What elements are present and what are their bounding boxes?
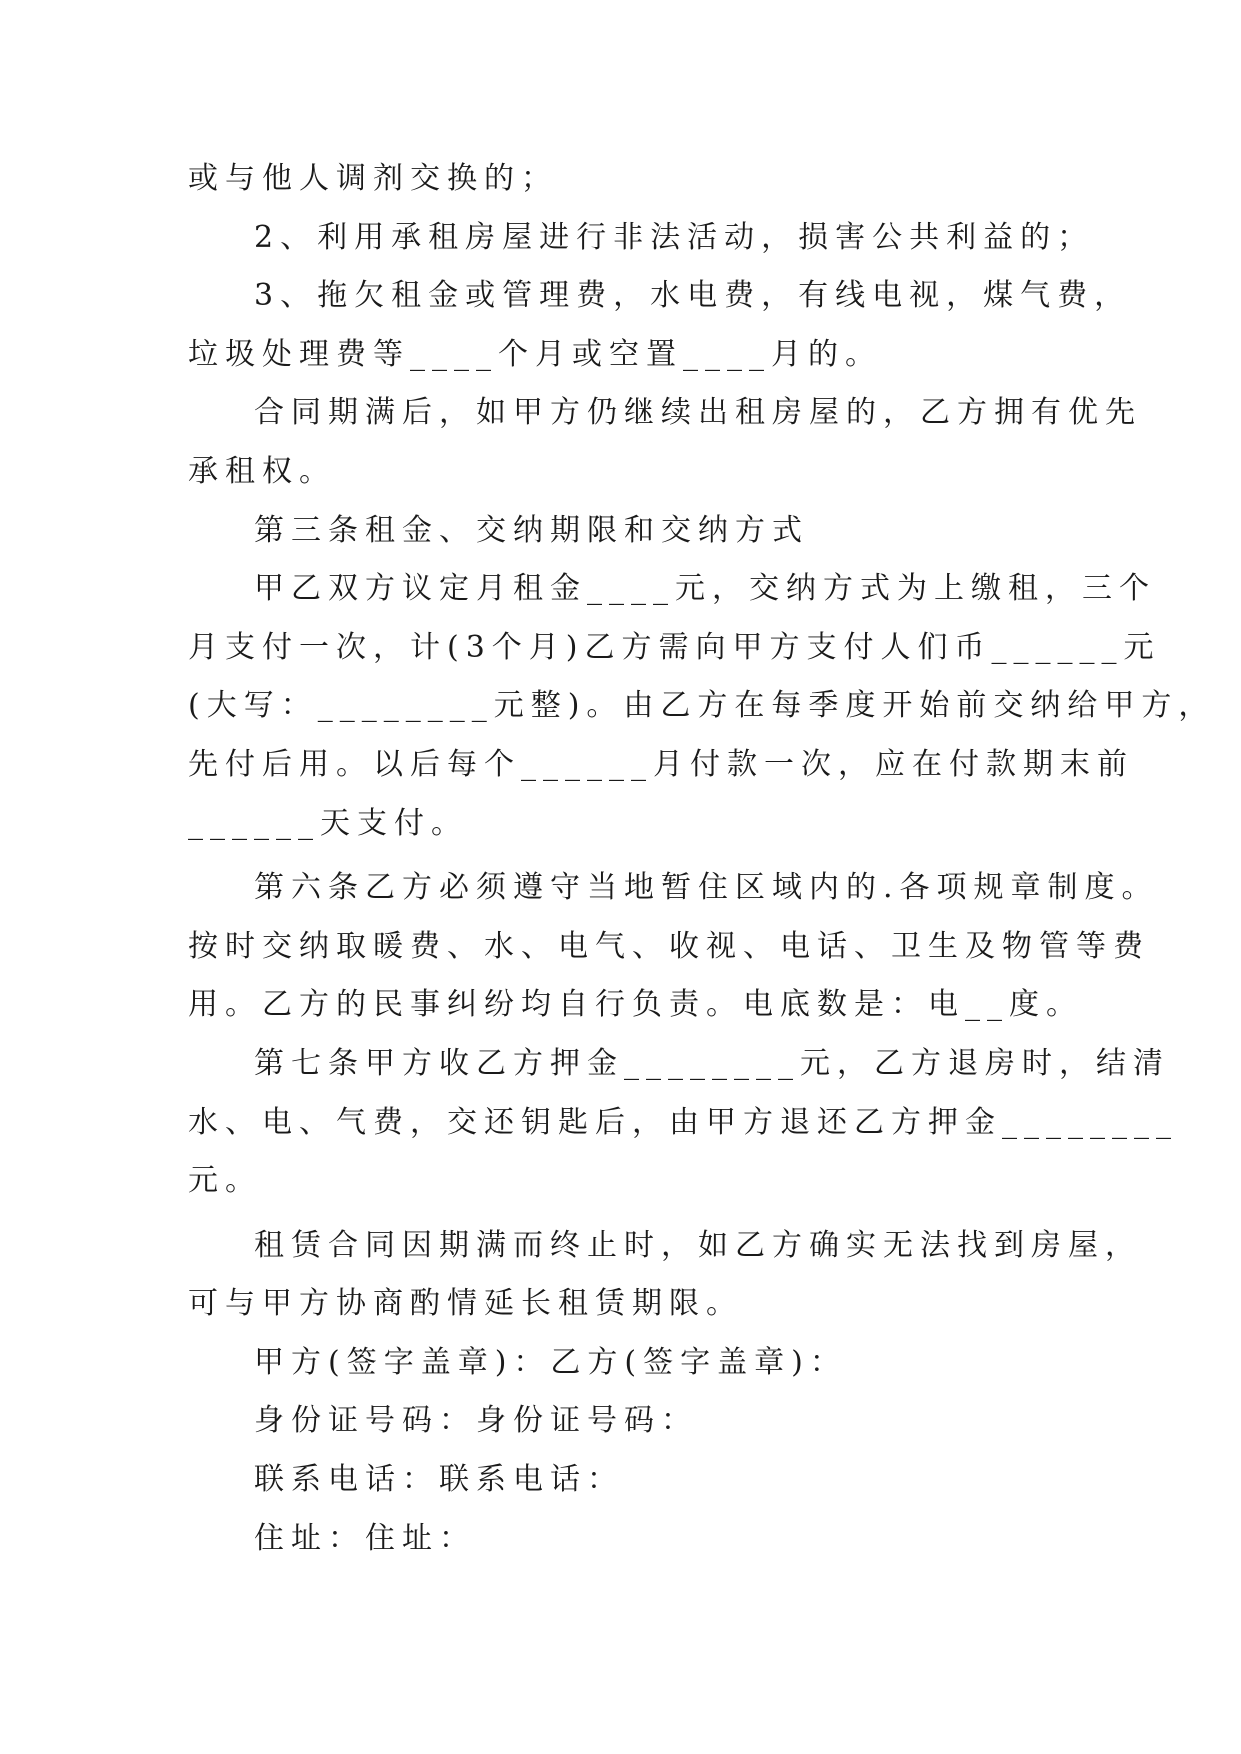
text-line: 可与甲方协商酌情延长租赁期限。 <box>188 1286 743 1322</box>
text-line: 2、利用承租房屋进行非法活动，损害公共利益的； <box>254 219 1095 255</box>
text-line: ______天支付。 <box>188 805 468 841</box>
signature-line: 甲方(签字盖章)：乙方(签字盖章)： <box>254 1344 847 1380</box>
text-line: 甲乙双方议定月租金____元，交纳方式为上缴租，三个 <box>254 571 1156 607</box>
text-line: 先付后用。以后每个______月付款一次，应在付款期末前 <box>188 746 1134 782</box>
text-line: (大写：________元整)。由乙方在每季度开始前交纳给甲方， <box>188 688 1216 724</box>
text-line: 第六条乙方必须遵守当地暂住区域内的.各项规章制度。 <box>254 870 1159 906</box>
text-line: 按时交纳取暖费、水、电气、收视、电话、卫生及物管等费 <box>188 928 1150 964</box>
text-line: 第七条甲方收乙方押金________元，乙方退房时，结清 <box>254 1045 1170 1081</box>
text-line: 用。乙方的民事纠纷均自行负责。电底数是：电__度。 <box>188 987 1083 1023</box>
contract-text <box>188 150 1216 1568</box>
text-line: 月支付一次，计(3个月)乙方需向甲方支付人们币______元 <box>188 629 1161 665</box>
text-line: 租赁合同因期满而终止时，如乙方确实无法找到房屋， <box>254 1227 1142 1263</box>
text-line: 或与他人调剂交换的； <box>188 161 558 196</box>
text-line: 合同期满后，如甲方仍继续出租房屋的，乙方拥有优先 <box>254 395 1142 431</box>
text-line: 3、拖欠租金或管理费，水电费，有线电视，煤气费， <box>254 278 1132 314</box>
text-line: 承租权。 <box>188 453 336 489</box>
text-line: 垃圾处理费等____个月或空置____月的。 <box>188 336 882 372</box>
id-number-line: 身份证号码：身份证号码： <box>254 1403 698 1439</box>
phone-line: 联系电话：联系电话： <box>254 1462 624 1498</box>
text-line: 元。 <box>188 1163 262 1199</box>
text-line: 水、电、气费，交还钥匙后，由甲方退还乙方押金________ <box>188 1104 1178 1140</box>
section-heading: 第三条租金、交纳期限和交纳方式 <box>254 512 809 548</box>
address-line: 住址：住址： <box>254 1520 476 1556</box>
